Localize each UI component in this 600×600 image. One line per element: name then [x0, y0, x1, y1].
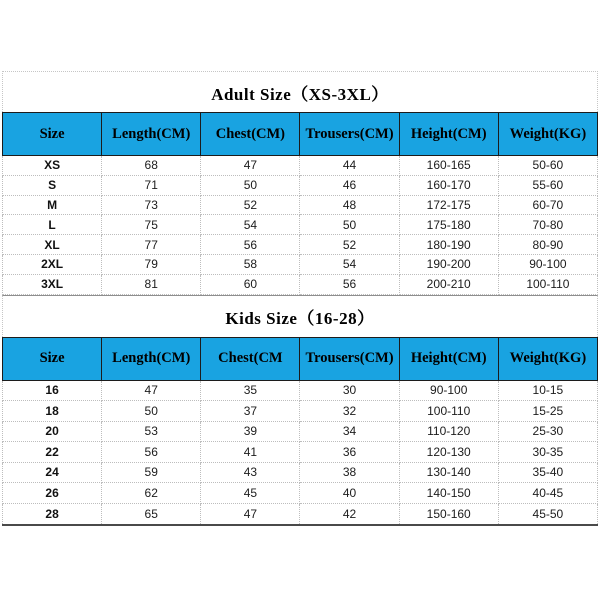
table-row: [3, 175, 598, 195]
kids-size-section: [2, 295, 598, 524]
value-cell: 53: [102, 421, 201, 442]
value-cell: 46: [300, 175, 399, 195]
column-header: Chest(CM: [201, 337, 300, 380]
table-row: [3, 274, 598, 294]
value-cell: 160-170: [399, 175, 498, 195]
value-cell: 48: [300, 195, 399, 215]
table-row: [3, 442, 598, 463]
value-cell: 73: [102, 195, 201, 215]
table-row: [3, 215, 598, 235]
column-header: Trousers(CM): [300, 113, 399, 156]
value-cell: 59: [102, 462, 201, 483]
value-cell: 54: [300, 254, 399, 274]
value-cell: 44: [300, 156, 399, 176]
kids-header-row: [3, 337, 598, 380]
value-cell: 47: [201, 156, 300, 176]
size-cell: 18: [3, 401, 102, 422]
column-header: Length(CM): [102, 113, 201, 156]
table-row: [3, 421, 598, 442]
value-cell: 34: [300, 421, 399, 442]
value-cell: 45-50: [498, 503, 597, 524]
value-cell: 35: [201, 380, 300, 401]
size-cell: 22: [3, 442, 102, 463]
kids-size-table: [2, 337, 598, 524]
table-row: [3, 156, 598, 176]
size-cell: M: [3, 195, 102, 215]
kids-size-title: Kids Size（16-28）: [2, 295, 598, 337]
column-header: Trousers(CM): [300, 337, 399, 380]
adult-size-section: [2, 71, 598, 295]
table-row: [3, 254, 598, 274]
value-cell: 38: [300, 462, 399, 483]
value-cell: 41: [201, 442, 300, 463]
adult-size-title: Adult Size（XS-3XL）: [2, 71, 598, 112]
value-cell: 62: [102, 483, 201, 504]
value-cell: 65: [102, 503, 201, 524]
table-row: [3, 235, 598, 255]
value-cell: 52: [300, 235, 399, 255]
value-cell: 100-110: [498, 274, 597, 294]
value-cell: 50-60: [498, 156, 597, 176]
value-cell: 50: [102, 401, 201, 422]
column-header: Length(CM): [102, 337, 201, 380]
table-row: [3, 483, 598, 504]
value-cell: 70-80: [498, 215, 597, 235]
value-cell: 172-175: [399, 195, 498, 215]
column-header: Weight(KG): [498, 113, 597, 156]
value-cell: 175-180: [399, 215, 498, 235]
value-cell: 200-210: [399, 274, 498, 294]
value-cell: 39: [201, 421, 300, 442]
value-cell: 36: [300, 442, 399, 463]
value-cell: 56: [300, 274, 399, 294]
size-chart: [2, 71, 598, 526]
value-cell: 10-15: [498, 380, 597, 401]
column-header: Size: [3, 113, 102, 156]
size-cell: 26: [3, 483, 102, 504]
value-cell: 56: [201, 235, 300, 255]
table-row: [3, 401, 598, 422]
value-cell: 50: [300, 215, 399, 235]
adult-size-table: [2, 112, 598, 295]
value-cell: 42: [300, 503, 399, 524]
value-cell: 56: [102, 442, 201, 463]
value-cell: 32: [300, 401, 399, 422]
value-cell: 15-25: [498, 401, 597, 422]
size-cell: 24: [3, 462, 102, 483]
adult-header-row: [3, 113, 598, 156]
value-cell: 68: [102, 156, 201, 176]
value-cell: 71: [102, 175, 201, 195]
size-cell: S: [3, 175, 102, 195]
value-cell: 60-70: [498, 195, 597, 215]
value-cell: 110-120: [399, 421, 498, 442]
table-row: [3, 503, 598, 524]
value-cell: 90-100: [498, 254, 597, 274]
value-cell: 37: [201, 401, 300, 422]
value-cell: 52: [201, 195, 300, 215]
size-cell: L: [3, 215, 102, 235]
value-cell: 50: [201, 175, 300, 195]
size-cell: XS: [3, 156, 102, 176]
size-cell: 28: [3, 503, 102, 524]
value-cell: 43: [201, 462, 300, 483]
value-cell: 30: [300, 380, 399, 401]
value-cell: 80-90: [498, 235, 597, 255]
table-row: [3, 195, 598, 215]
value-cell: 55-60: [498, 175, 597, 195]
size-cell: 3XL: [3, 274, 102, 294]
size-cell: XL: [3, 235, 102, 255]
value-cell: 160-165: [399, 156, 498, 176]
value-cell: 90-100: [399, 380, 498, 401]
size-cell: 20: [3, 421, 102, 442]
column-header: Height(CM): [399, 113, 498, 156]
size-cell: 16: [3, 380, 102, 401]
column-header: Chest(CM): [201, 113, 300, 156]
table-row: [3, 380, 598, 401]
column-header: Height(CM): [399, 337, 498, 380]
value-cell: 58: [201, 254, 300, 274]
value-cell: 130-140: [399, 462, 498, 483]
value-cell: 47: [201, 503, 300, 524]
value-cell: 150-160: [399, 503, 498, 524]
value-cell: 60: [201, 274, 300, 294]
value-cell: 75: [102, 215, 201, 235]
value-cell: 54: [201, 215, 300, 235]
value-cell: 77: [102, 235, 201, 255]
column-header: Weight(KG): [498, 337, 597, 380]
value-cell: 40: [300, 483, 399, 504]
table-row: [3, 462, 598, 483]
value-cell: 25-30: [498, 421, 597, 442]
value-cell: 30-35: [498, 442, 597, 463]
column-header: Size: [3, 337, 102, 380]
size-cell: 2XL: [3, 254, 102, 274]
value-cell: 100-110: [399, 401, 498, 422]
value-cell: 45: [201, 483, 300, 504]
value-cell: 47: [102, 380, 201, 401]
value-cell: 120-130: [399, 442, 498, 463]
value-cell: 180-190: [399, 235, 498, 255]
value-cell: 81: [102, 274, 201, 294]
value-cell: 35-40: [498, 462, 597, 483]
value-cell: 140-150: [399, 483, 498, 504]
value-cell: 190-200: [399, 254, 498, 274]
value-cell: 40-45: [498, 483, 597, 504]
value-cell: 79: [102, 254, 201, 274]
